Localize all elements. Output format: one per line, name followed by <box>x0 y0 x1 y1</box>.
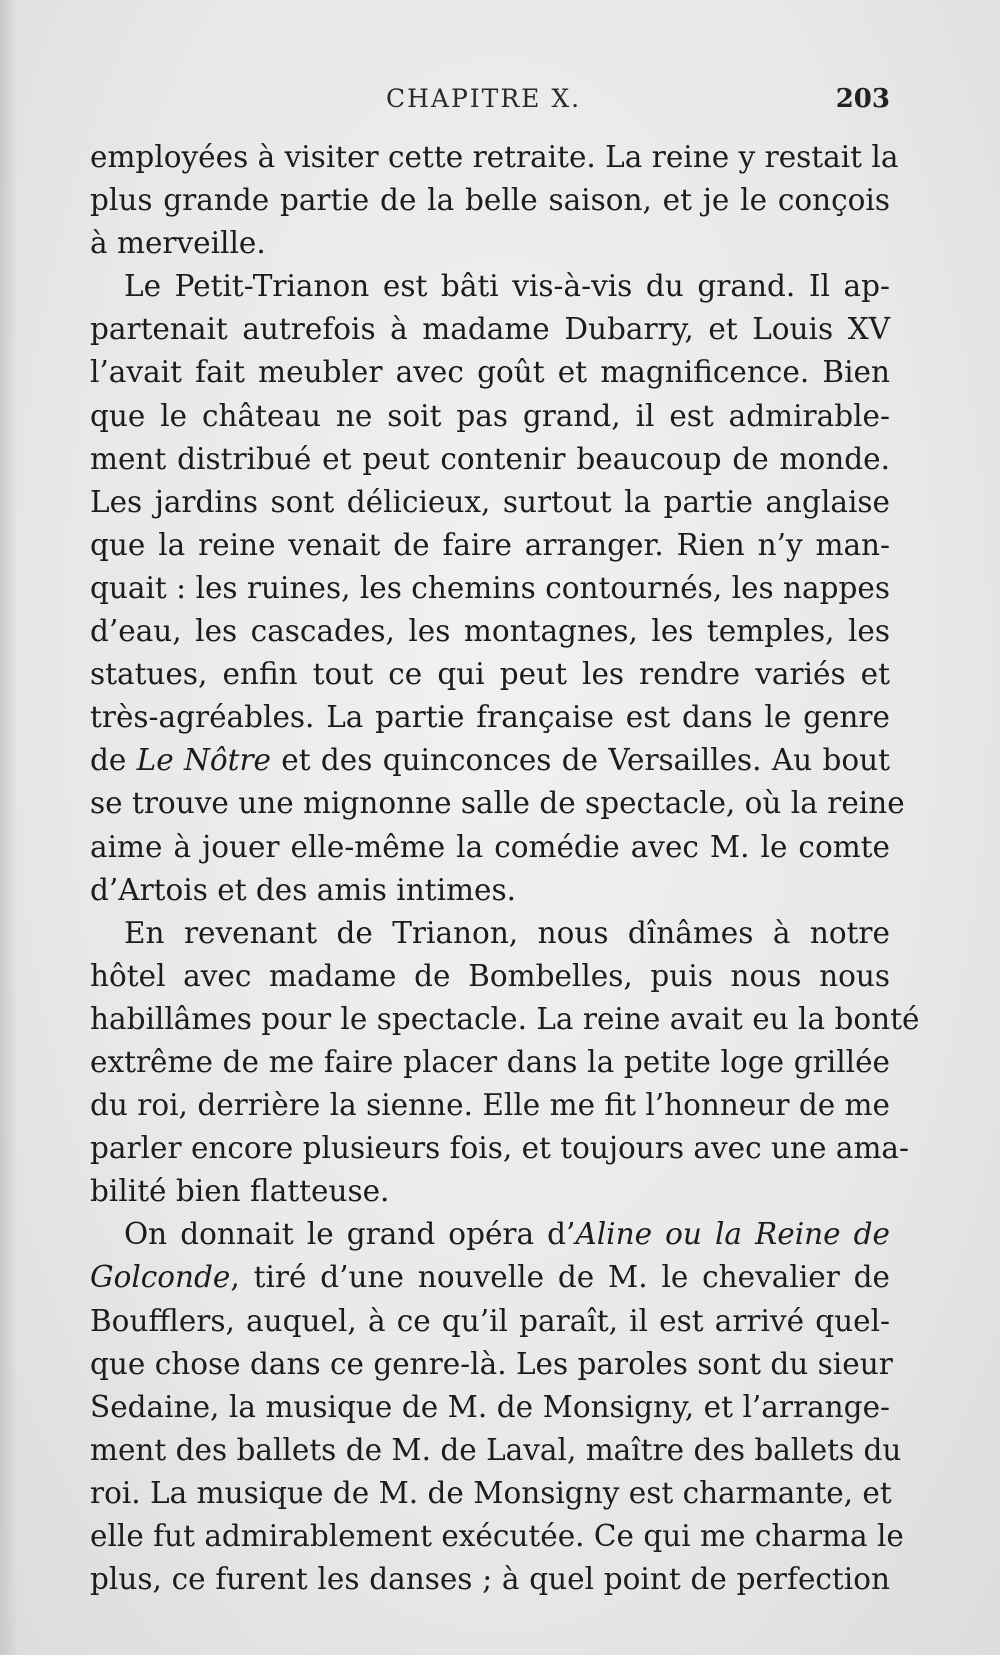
text-line: Sedaine, la musique de M. de Monsigny, et l’arrange- <box>90 1389 890 1424</box>
text-line: très-agréables. La partie française est dans le genre <box>90 700 890 735</box>
italic-title: Le Nôtre <box>136 743 271 778</box>
text-line: que la reine venait de faire arranger. Rien n’y man- <box>90 527 890 562</box>
text-line: du roi, derrière la sienne. Elle me fit l’honneur de me <box>90 1088 890 1123</box>
text-line: à merveille. <box>90 226 266 261</box>
body-text <box>90 136 920 1601</box>
text-line: plus, ce furent les danses ; à quel point de perfection <box>90 1562 890 1597</box>
text-line: que le château ne soit pas grand, il est admirable- <box>90 398 890 433</box>
text-line: ment distribué et peut contenir beaucoup de monde. <box>90 441 890 476</box>
text-line: plus grande partie de la belle saison, et je le conçois <box>90 183 890 218</box>
text-segment: On donnait le grand opéra d’ <box>124 1217 576 1252</box>
text-segment: , tiré d’une nouvelle de M. le chevalier de <box>230 1260 890 1295</box>
running-head <box>90 84 890 116</box>
text-line <box>90 739 890 782</box>
text-line: roi. La musique de M. de Monsigny est charmante, et <box>90 1475 892 1510</box>
text-line: parler encore plusieurs fois, et toujours avec une ama- <box>90 1131 909 1166</box>
text-line: elle fut admirablement exécutée. Ce qui me charma le <box>90 1519 904 1553</box>
text-line: En revenant de Trianon, nous dînâmes à notre <box>124 915 890 950</box>
text-line: aime à jouer elle-même la comédie avec M. le comte <box>90 829 890 864</box>
text-line: Le Petit-Trianon est bâti vis-à-vis du grand. Il ap- <box>124 269 890 304</box>
text-segment: et des quinconces de Versailles. Au bout <box>271 743 890 778</box>
text-line: se trouve une mignonne salle de spectacle, où la reine <box>90 786 905 821</box>
page-number: 203 <box>835 84 890 114</box>
text-line: Les jardins sont délicieux, surtout la partie anglaise <box>90 484 890 519</box>
text-line: partenait autrefois à madame Dubarry, et Louis XV <box>90 312 890 347</box>
text-line: ment des ballets de M. de Laval, maître des ballets du <box>90 1432 902 1467</box>
text-line: quait : les ruines, les chemins contournés, les nappes <box>90 570 890 605</box>
page-edge-shadow <box>0 0 18 1655</box>
text-line <box>90 1213 890 1256</box>
text-line: d’eau, les cascades, les montagnes, les temples, les <box>90 614 890 649</box>
text-line: que chose dans ce genre-là. Les paroles sont du sieur <box>90 1346 893 1381</box>
chapter-title: CHAPITRE X. <box>386 84 582 113</box>
italic-title: Golconde <box>90 1260 231 1295</box>
text-line: extrême de me faire placer dans la petite loge grillée <box>90 1044 890 1079</box>
text-line: habillâmes pour le spectacle. La reine avait eu la bonté <box>90 1001 920 1036</box>
text-line: l’avait fait meubler avec goût et magnificence. Bien <box>90 355 890 390</box>
text-line: employées à visiter cette retraite. La reine y restait la <box>90 140 899 174</box>
italic-title: Aline ou la Reine de <box>575 1217 891 1252</box>
text-line: d’Artois et des amis intimes. <box>90 872 516 907</box>
text-line: bilité bien flatteuse. <box>90 1174 390 1209</box>
text-line <box>90 1256 890 1299</box>
text-line: Boufflers, auquel, à ce qu’il paraît, il est arrivé quel- <box>90 1303 890 1338</box>
text-line: statues, enfin tout ce qui peut les rendre variés et <box>90 657 890 692</box>
text-line: hôtel avec madame de Bombelles, puis nous nous <box>90 958 890 993</box>
text-segment: de <box>90 743 137 778</box>
